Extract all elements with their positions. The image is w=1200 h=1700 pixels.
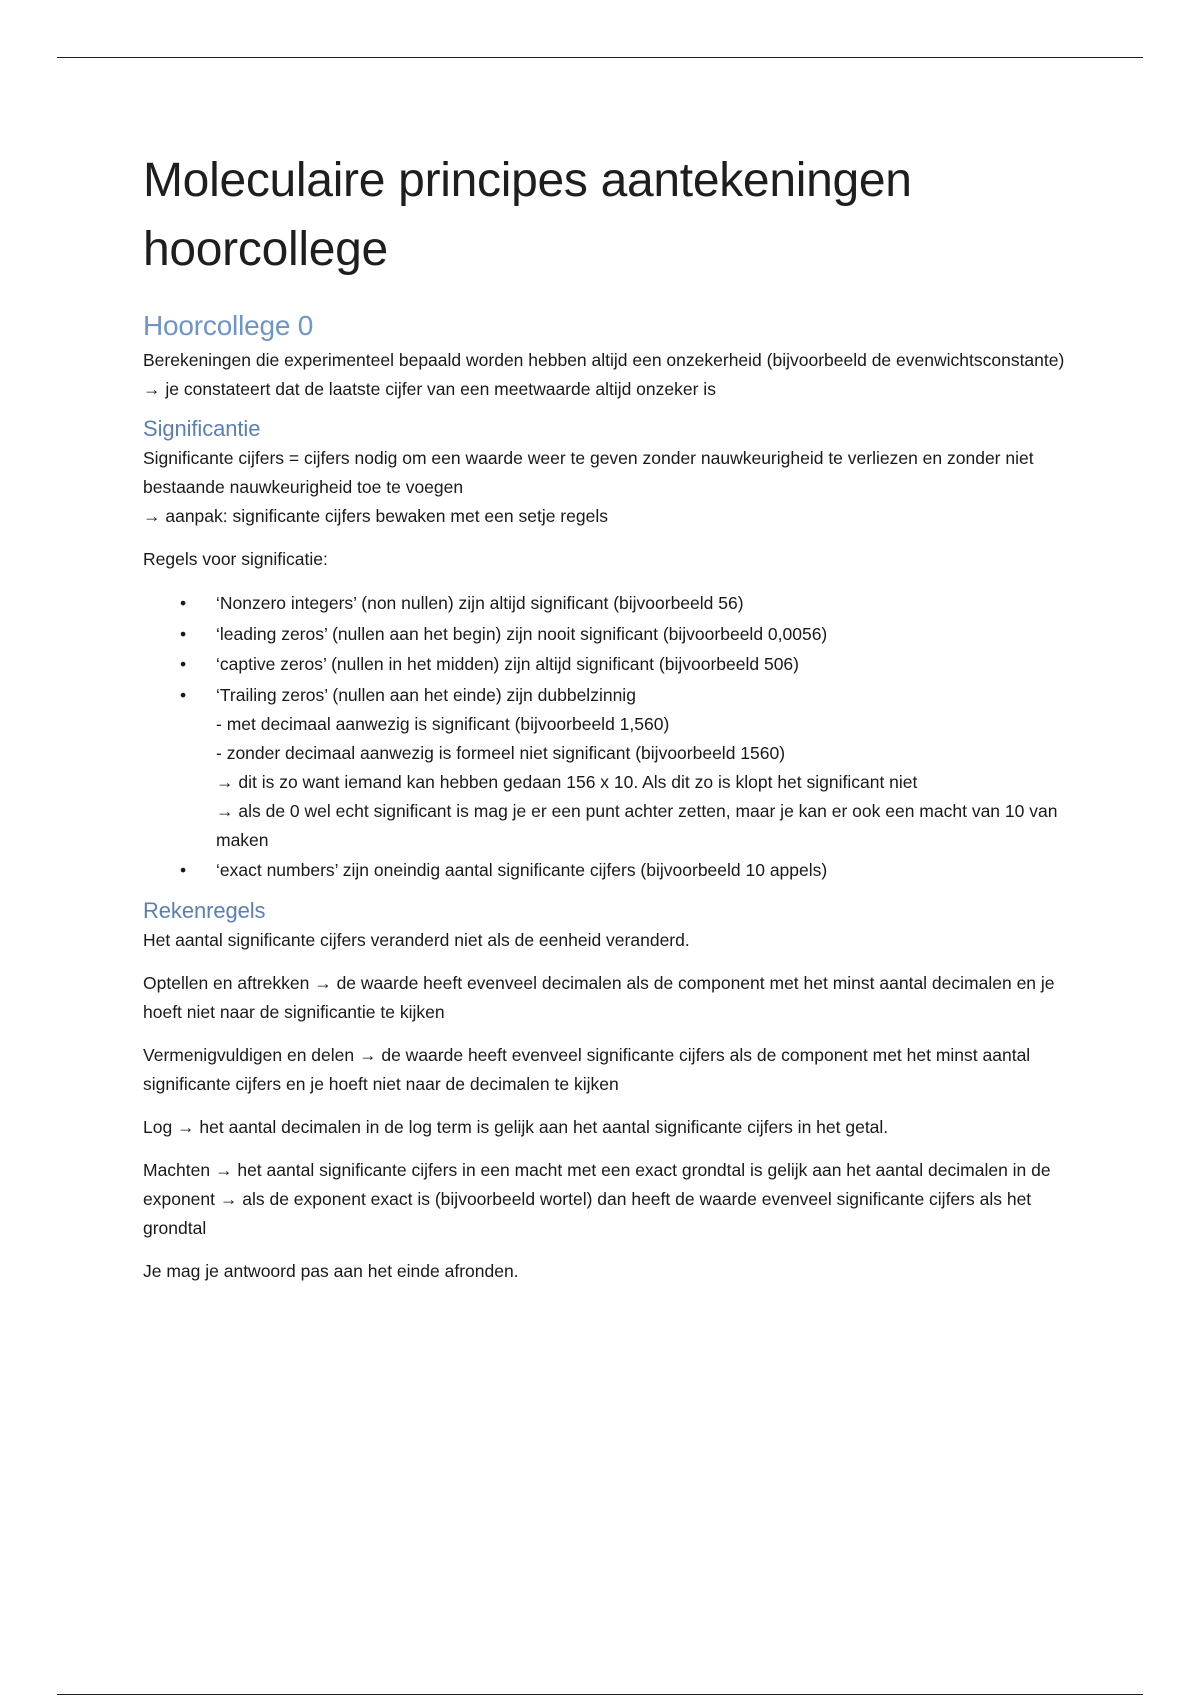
list-item (143, 619, 1073, 650)
rekenregels-paragraph-6: Je mag je antwoord pas aan het einde afronden. (143, 1260, 519, 1281)
rekenregels-paragraph-5: Machten → het aantal significante cijfers in een macht met een exact grondtal is gelijk aan het aantal decimalen in de exponent → als de exponent exact is (bijvoorbeeld wortel) dan heeft de waarde evenveel significante cijfers als het grondtal (143, 1159, 1051, 1238)
document-title-line-2: hoorcollege (143, 223, 388, 276)
trailing-sub-item: - met decimaal aanwezig is significant (bijvoorbeeld 1,560) (216, 714, 670, 734)
document-body (143, 146, 1073, 1286)
document-title-line-1: Moleculaire principes aantekeningen (143, 154, 912, 207)
hc0-paragraph-1: Berekeningen die experimenteel bepaald worden hebben altijd een onzekerheid (bijvoorbeeld de evenwichtsconstante) (143, 350, 1065, 370)
list-item (143, 855, 1073, 886)
heading-hoorcollege-0: Hoorcollege 0 (143, 310, 314, 341)
hc0-paragraph-2: → je constateert dat de laatste cijfer van een meetwaarde altijd onzeker is (143, 379, 716, 399)
list-item (143, 680, 1073, 856)
rekenregels-paragraph-2: Optellen en aftrekken → de waarde heeft evenveel decimalen als de component met het minst aantal decimalen en je hoeft niet naar de significantie te kijken (143, 972, 1055, 1022)
bottom-page-rule (57, 1694, 1143, 1695)
rekenregels-paragraph-4: Log → het aantal decimalen in de log term is gelijk aan het aantal significante cijfers in het getal. (143, 1116, 889, 1137)
significantie-paragraph-1: Significante cijfers = cijfers nodig om een waarde weer te geven zonder nauwkeurigheid te verliezen en zonder niet bestaande nauwkeurigheid toe te voegen (143, 448, 1034, 497)
rule-text: ‘captive zeros’ (nullen in het midden) zijn altijd significant (bijvoorbeeld 506) (216, 654, 799, 674)
rules-intro: Regels voor significatie: (143, 549, 328, 569)
rule-text: ‘Trailing zeros’ (nullen aan het einde) zijn dubbelzinnig (216, 684, 636, 705)
rule-text: ‘exact numbers’ zijn oneindig aantal significante cijfers (bijvoorbeeld 10 appels) (216, 860, 828, 880)
heading-rekenregels: Rekenregels (143, 897, 266, 923)
document-title (143, 146, 1073, 284)
trailing-sub-item: - zonder decimaal aanwezig is formeel niet significant (bijvoorbeeld 1560) (216, 743, 786, 763)
rule-text: ‘Nonzero integers’ (non nullen) zijn altijd significant (bijvoorbeeld 56) (216, 593, 744, 613)
heading-significantie: Significantie (143, 416, 261, 441)
trailing-sub-item: → als de 0 wel echt significant is mag je er een punt achter zetten, maar je kan er ook een macht van 10 van maken (216, 801, 1058, 850)
rules-list (143, 588, 1073, 886)
list-item (143, 588, 1073, 619)
rekenregels-paragraph-1: Het aantal significante cijfers veranderd niet als de eenheid veranderd. (143, 929, 690, 950)
significantie-paragraph-2: → aanpak: significante cijfers bewaken met een setje regels (143, 506, 608, 526)
rekenregels-paragraph-3: Vermenigvuldigen en delen → de waarde heeft evenveel significante cijfers als de component met het minst aantal significante cijfers en je hoeft niet naar de decimalen te kijken (143, 1044, 1031, 1094)
trailing-sub-item: → dit is zo want iemand kan hebben gedaan 156 x 10. Als dit zo is klopt het significant niet (216, 772, 918, 792)
rule-text: ‘leading zeros’ (nullen aan het begin) zijn nooit significant (bijvoorbeeld 0,0056) (216, 623, 828, 644)
list-item (143, 649, 1073, 680)
top-page-rule (57, 57, 1143, 58)
